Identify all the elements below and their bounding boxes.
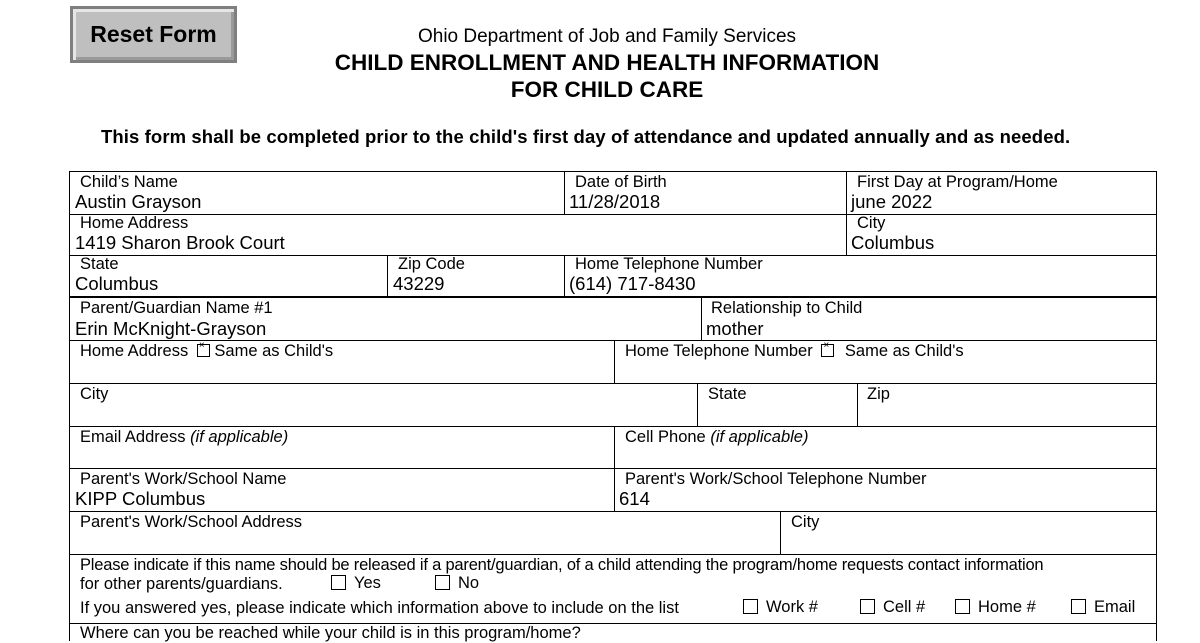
email-label: Email Address	[80, 428, 186, 446]
cell-phone-label: Cell Phone	[625, 428, 706, 446]
work-city-label: City	[791, 513, 820, 531]
include-work-label: Work #	[766, 598, 818, 616]
release-question-line1: Please indicate if this name should be released if a parent/guardian, of a child attending the program/home requests contact information	[80, 556, 1044, 574]
zip-code-label: Zip Code	[398, 255, 465, 273]
same-address-checkbox[interactable]	[197, 344, 210, 357]
relationship-field[interactable]: mother	[706, 318, 764, 339]
include-email-option[interactable]	[1071, 598, 1135, 617]
include-home-option[interactable]	[955, 598, 1036, 617]
child-name-field[interactable]: Austin Grayson	[75, 191, 202, 212]
release-question-line2: for other parents/guardians.	[80, 575, 283, 593]
release-yes-option[interactable]	[331, 574, 381, 593]
home-address-field[interactable]: 1419 Sharon Brook Court	[75, 232, 285, 253]
include-cell-checkbox[interactable]	[860, 599, 875, 614]
parent-city-label: City	[80, 385, 109, 403]
include-cell-option[interactable]	[860, 598, 925, 617]
include-work-checkbox[interactable]	[743, 599, 758, 614]
include-cell-label: Cell #	[883, 598, 926, 616]
first-day-label: First Day at Program/Home	[857, 173, 1058, 191]
enrollment-form	[69, 171, 1157, 641]
relationship-label: Relationship to Child	[711, 299, 863, 317]
release-no-label: No	[458, 574, 480, 592]
form-title: CHILD ENROLLMENT AND HEALTH INFORMATION	[334, 50, 880, 75]
include-work-option[interactable]	[743, 598, 818, 617]
work-name-label: Parent's Work/School Name	[80, 470, 287, 488]
work-name-field[interactable]: KIPP Columbus	[75, 488, 206, 509]
email-hint: (if applicable)	[190, 428, 289, 446]
reset-form-button[interactable]: Reset Form	[70, 6, 237, 63]
release-yes-label: Yes	[354, 574, 381, 592]
home-phone-field[interactable]: (614) 717-8430	[569, 273, 696, 294]
home-address-label: Home Address	[80, 214, 189, 232]
parent-name-field[interactable]: Erin McKnight-Grayson	[75, 318, 267, 339]
state-field[interactable]: Columbus	[75, 273, 159, 294]
email-label-row	[80, 428, 288, 447]
agency-name: Ohio Department of Job and Family Services	[417, 26, 797, 47]
parent-home-address-label: Home Address	[80, 342, 189, 360]
parent-state-label: State	[708, 385, 747, 403]
include-email-label: Email	[1094, 598, 1136, 616]
same-phone-label: Same as Child's	[844, 342, 964, 360]
cell-phone-hint: (if applicable)	[710, 428, 809, 446]
same-address-label: Same as Child's	[214, 342, 334, 360]
include-email-checkbox[interactable]	[1071, 599, 1086, 614]
work-address-label: Parent's Work/School Address	[80, 513, 303, 531]
reached-question: Where can you be reached while your child is in this program/home?	[80, 624, 581, 642]
child-city-label: City	[857, 214, 886, 232]
home-phone-label: Home Telephone Number	[575, 255, 763, 273]
dob-label: Date of Birth	[575, 173, 667, 191]
dob-field[interactable]: 11/28/2018	[569, 191, 661, 212]
parent-zip-label: Zip	[867, 385, 890, 403]
child-name-label: Child’s Name	[80, 173, 178, 191]
same-phone-checkbox[interactable]	[821, 344, 834, 357]
form-subtitle: FOR CHILD CARE	[510, 77, 704, 102]
work-phone-field[interactable]: 614	[619, 488, 650, 509]
form-instruction: This form shall be completed prior to the child's first day of attendance and updated annually and as needed.	[101, 126, 1071, 147]
cell-label-row	[625, 428, 808, 447]
parent-home-phone-label: Home Telephone Number	[625, 342, 813, 360]
parent-name-label: Parent/Guardian Name #1	[80, 299, 273, 317]
release-no-option[interactable]	[435, 574, 479, 593]
release-no-checkbox[interactable]	[435, 575, 450, 590]
parent-address-label-row	[80, 342, 333, 361]
parent-phone-label-row	[625, 342, 964, 361]
release-include-text: If you answered yes, please indicate which information above to include on the list	[80, 599, 679, 617]
include-home-checkbox[interactable]	[955, 599, 970, 614]
release-yes-checkbox[interactable]	[331, 575, 346, 590]
state-label: State	[80, 255, 119, 273]
work-phone-label: Parent's Work/School Telephone Number	[625, 470, 927, 488]
include-home-label: Home #	[978, 598, 1036, 616]
child-city-field[interactable]: Columbus	[851, 232, 935, 253]
first-day-field[interactable]: june 2022	[851, 191, 933, 212]
zip-code-field[interactable]: 43229	[393, 273, 445, 294]
